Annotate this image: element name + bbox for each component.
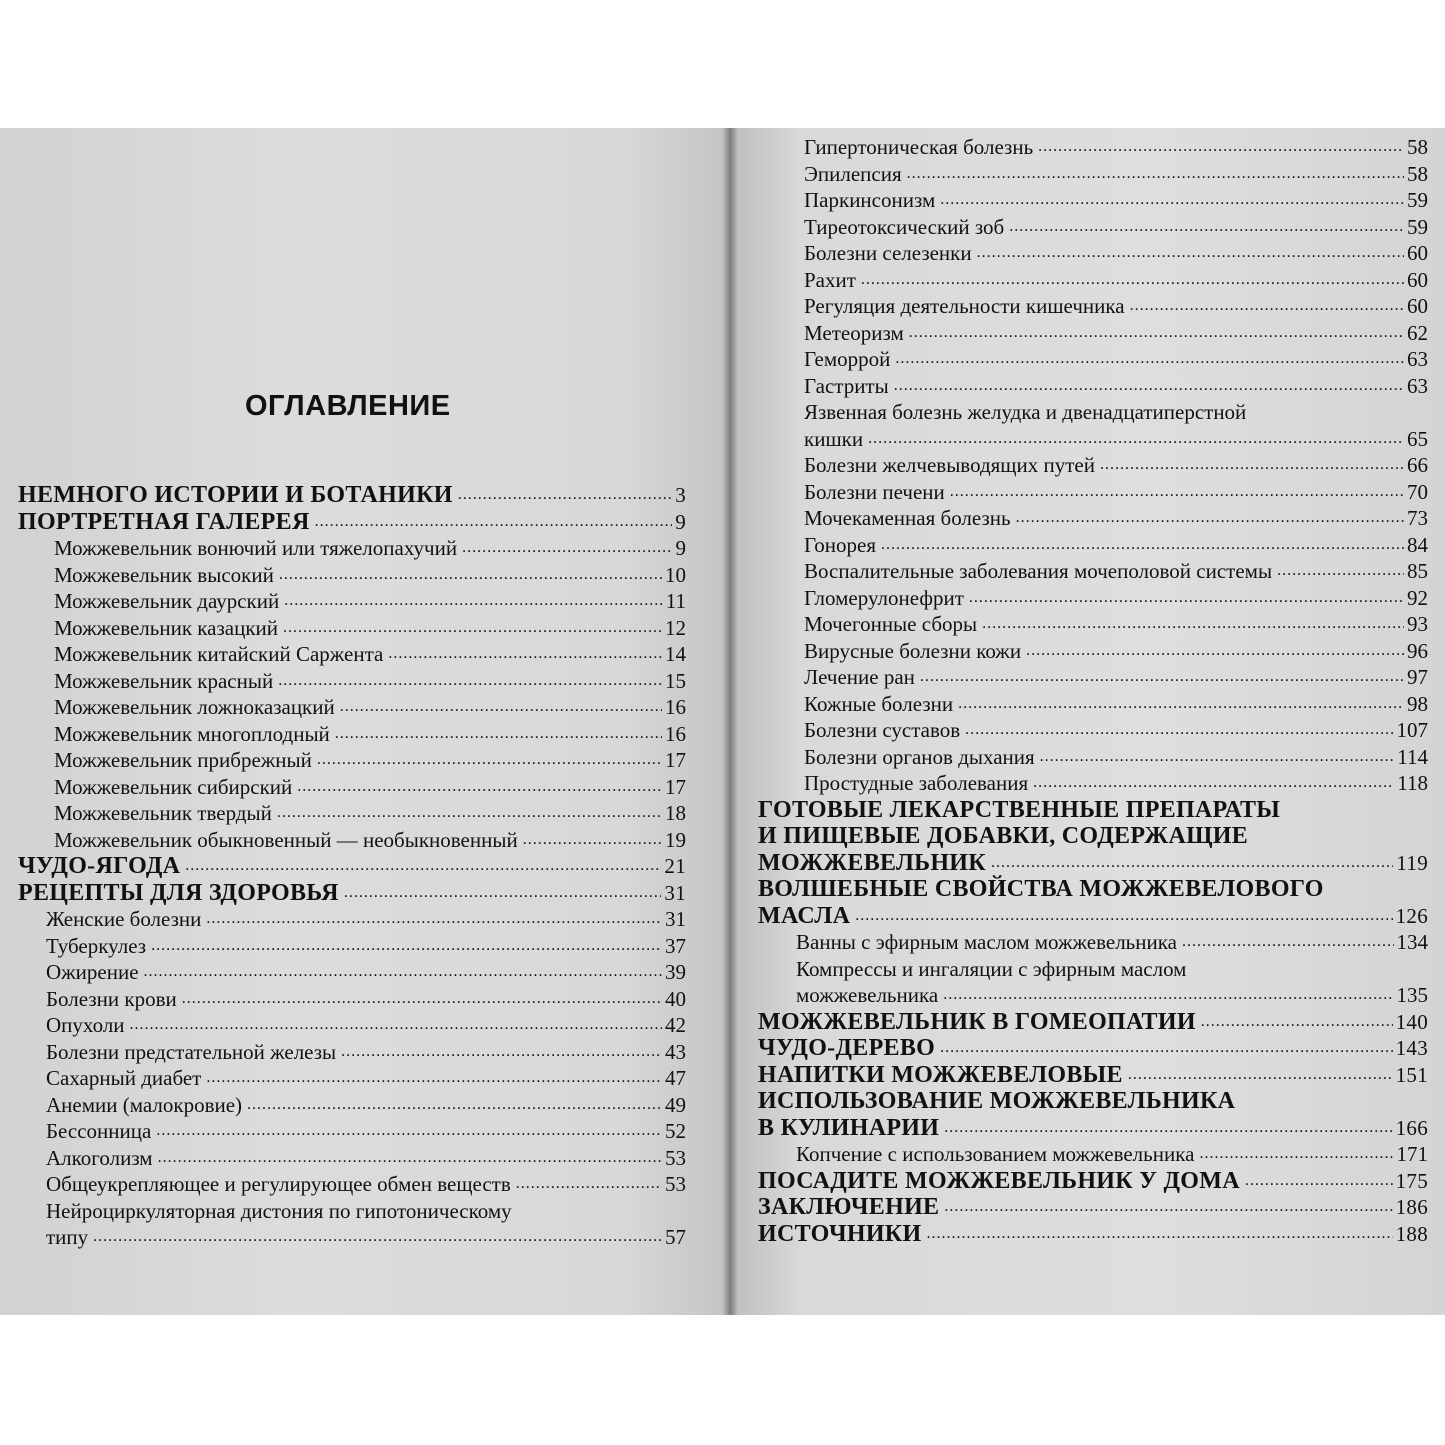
right-page (730, 128, 1445, 1315)
toc-entry-title-line: ИСПОЛЬЗОВАНИЕ МОЖЖЕВЕЛЬНИКА (758, 1088, 1236, 1114)
toc-section-entry[interactable] (758, 1035, 1428, 1062)
toc-entry-title: Женские болезни (46, 907, 202, 931)
page-number: 97 (1407, 665, 1428, 689)
toc-entry-title: МОЖЖЕВЕЛЬНИК В ГОМЕОПАТИИ (758, 1008, 1196, 1035)
page-number: 119 (1396, 850, 1428, 875)
page-number: 63 (1407, 373, 1428, 398)
toc-entry-title: Гастриты (804, 373, 889, 398)
toc-subentry[interactable] (758, 638, 1428, 665)
toc-subentry[interactable] (18, 1171, 686, 1198)
dot-leader (920, 664, 1404, 691)
dot-leader (278, 668, 662, 695)
toc-entry-title-line: ГОТОВЫЕ ЛЕКАРСТВЕННЫЕ ПРЕПАРАТЫ (758, 796, 1281, 823)
page-number: 59 (1407, 188, 1428, 212)
dot-leader (144, 959, 662, 986)
toc-entry-title: Можжевельник прибрежный (54, 748, 312, 772)
toc-subentry[interactable] (18, 668, 686, 695)
page-number: 57 (665, 1225, 686, 1249)
toc-entry-title-line: Язвенная болезнь желудка и двенадцатиперстной (804, 400, 1247, 424)
toc-subentry[interactable] (18, 588, 686, 615)
toc-entry-title: Регуляция деятельности кишечника (804, 294, 1125, 318)
toc-subentry[interactable] (758, 452, 1428, 479)
page-number: 126 (1395, 903, 1428, 928)
toc-entry-title: Можжевельник многоплодный (54, 721, 330, 746)
toc-subentry[interactable] (758, 770, 1428, 797)
toc-entry-title: Можжевельник высокий (54, 562, 274, 587)
page-number: 16 (665, 721, 686, 746)
dot-leader (1199, 1141, 1393, 1168)
toc-subentry[interactable] (18, 615, 686, 642)
dot-leader (206, 906, 662, 933)
toc-subentry[interactable] (758, 479, 1428, 506)
toc-section-entry[interactable] (758, 903, 1428, 930)
page-number: 60 (1407, 294, 1428, 318)
toc-subentry[interactable] (758, 744, 1428, 771)
dot-leader (940, 1035, 1392, 1062)
toc-entry-title: Эпилепсия (804, 161, 902, 186)
dot-leader (317, 747, 662, 774)
toc-subentry[interactable] (18, 1145, 686, 1172)
toc-subentry[interactable] (18, 800, 686, 827)
dot-leader (458, 482, 672, 509)
toc-entry-title: Кожные болезни (804, 691, 954, 716)
toc-entry-title: МАСЛА (758, 902, 851, 929)
dot-leader (1128, 1062, 1393, 1089)
toc-entry-title: Можжевельник китайский Саржента (54, 642, 384, 666)
page-number: 114 (1397, 744, 1428, 769)
dot-leader (1100, 452, 1404, 479)
page-number: 21 (664, 854, 686, 878)
dot-leader (861, 267, 1404, 294)
page-number: 10 (665, 562, 686, 587)
dot-leader (151, 933, 662, 960)
toc-subentry[interactable] (758, 267, 1428, 294)
page-number: 65 (1407, 426, 1428, 451)
page-number: 12 (665, 615, 686, 640)
toc-entry-title: Можжевельник казацкий (54, 615, 279, 640)
toc-entry-title: МОЖЖЕВЕЛЬНИК (758, 849, 986, 876)
dot-leader (158, 1145, 662, 1172)
page-number: 134 (1396, 930, 1428, 954)
page-number: 31 (665, 907, 686, 931)
toc-entry-title: Воспалительные заболевания мочеполовой системы (804, 559, 1273, 583)
page-number: 85 (1407, 559, 1428, 583)
page-number: 15 (665, 668, 686, 693)
dot-leader (315, 509, 673, 536)
toc-entry-title: В КУЛИНАРИИ (758, 1114, 940, 1141)
toc-subentry[interactable] (758, 214, 1428, 241)
toc-subentry[interactable] (18, 535, 686, 562)
dot-leader (388, 641, 662, 668)
toc-subentry[interactable] (18, 694, 686, 721)
page-number: 42 (665, 1013, 686, 1037)
page-number: 18 (665, 801, 686, 825)
page-number: 186 (1395, 1195, 1428, 1219)
page-number: 166 (1395, 1115, 1428, 1140)
page-number: 19 (665, 827, 686, 852)
toc-subentry[interactable] (18, 959, 686, 986)
toc-subentry[interactable] (758, 717, 1428, 744)
toc-entry-title: Простудные заболевания (804, 771, 1029, 795)
toc-entry-title-line: И ПИЩЕВЫЕ ДОБАВКИ, СОДЕРЖАЩИЕ (758, 823, 1249, 849)
page-number: 37 (665, 933, 686, 958)
toc-subentry[interactable] (758, 532, 1428, 559)
page-number: 39 (665, 960, 686, 984)
toc-entry-title: ПОРТРЕТНАЯ ГАЛЕРЕЯ (18, 508, 310, 535)
toc-section-entry[interactable] (18, 853, 686, 880)
dot-leader (523, 827, 662, 854)
page-number: 60 (1407, 241, 1428, 265)
toc-entry-title: Можжевельник сибирский (54, 774, 293, 799)
page-number: 98 (1407, 691, 1428, 716)
toc-entry-title: ЗАКЛЮЧЕНИЕ (758, 1194, 940, 1220)
page-number: 151 (1395, 1062, 1428, 1087)
page-number: 52 (665, 1119, 686, 1143)
toc-entry-title: Можжевельник вонючий или тяжелопахучий (54, 536, 458, 560)
toc-entry-title-line: ВОЛШЕБНЫЕ СВОЙСТВА МОЖЖЕВЕЛОВОГО (758, 876, 1324, 902)
toc-entry-title: ЧУДО-ДЕРЕВО (758, 1035, 936, 1061)
toc-entry-title: Можжевельник обыкновенный — необыкновенный (54, 827, 518, 852)
toc-entry-title: Болезни селезенки (804, 241, 972, 265)
toc-entry-title: Мочекаменная болезнь (804, 506, 1011, 530)
book-gutter (722, 128, 738, 1315)
toc-subentry[interactable] (758, 426, 1428, 453)
toc-subentry[interactable] (758, 505, 1428, 532)
toc-subentry[interactable] (758, 664, 1428, 691)
page-number: 66 (1407, 453, 1428, 477)
bleed-through-text (20, 136, 700, 264)
toc-subentry[interactable] (18, 1012, 686, 1039)
toc-entry-title: Гломерулонефрит (804, 585, 964, 610)
dot-leader (1201, 1009, 1393, 1036)
page-number: 31 (664, 880, 686, 905)
toc-entry-title: Можжевельник ложноказацкий (54, 695, 335, 719)
dot-leader (1009, 214, 1404, 241)
dot-leader (895, 346, 1404, 373)
toc-section-entry[interactable] (18, 880, 686, 907)
page-number: 17 (665, 774, 686, 799)
dot-leader (1245, 1168, 1393, 1195)
toc-subentry[interactable] (758, 929, 1428, 956)
page-number: 9 (675, 509, 686, 534)
page-number: 47 (665, 1066, 686, 1090)
toc-entry-title: НЕМНОГО ИСТОРИИ И БОТАНИКИ (18, 482, 453, 508)
toc-entry-title: Болезни печени (804, 479, 945, 504)
toc-section-entry[interactable] (758, 1009, 1428, 1036)
dot-leader (340, 694, 662, 721)
dot-leader (940, 187, 1404, 214)
toc-subentry[interactable] (18, 774, 686, 801)
dot-leader (462, 535, 672, 562)
dot-leader (855, 903, 1392, 930)
page-number: 84 (1407, 532, 1428, 557)
dot-leader (206, 1065, 662, 1092)
dot-leader (943, 982, 1393, 1009)
toc-entry-title-line: Компрессы и ингаляции с эфирным маслом (796, 956, 1187, 981)
page-number: 53 (665, 1172, 686, 1196)
toc-entry-title: Болезни желчевыводящих путей (804, 453, 1095, 477)
page-number: 58 (1407, 161, 1428, 186)
toc-entry-title: Рахит (804, 267, 856, 292)
page-number: 53 (665, 1145, 686, 1170)
dot-leader (944, 1194, 1392, 1221)
toc-subentry[interactable] (18, 641, 686, 668)
toc-entry-title: Мочегонные сборы (804, 612, 978, 636)
dot-leader (977, 240, 1404, 267)
toc-subentry[interactable] (758, 585, 1428, 612)
page-number: 14 (665, 642, 686, 666)
toc-subentry[interactable] (758, 373, 1428, 400)
page-number: 143 (1395, 1036, 1428, 1060)
toc-entry-title: Болезни органов дыхания (804, 744, 1035, 769)
dot-leader (247, 1092, 662, 1119)
toc-entry-title: можжевельника (796, 983, 939, 1007)
dot-leader (1026, 638, 1404, 665)
toc-section-entry[interactable] (758, 1194, 1428, 1221)
toc-entry-title: Паркинсонизм (804, 188, 936, 212)
page-number: 49 (665, 1092, 686, 1117)
toc-entry-title-line: Нейроциркуляторная дистония по гипотоническому (46, 1198, 512, 1223)
toc-entry-title: Вирусные болезни кожи (804, 638, 1022, 663)
dot-leader (982, 611, 1404, 638)
toc-entry-title: РЕЦЕПТЫ ДЛЯ ЗДОРОВЬЯ (18, 879, 339, 906)
page-number: 59 (1407, 214, 1428, 239)
page-number: 11 (665, 589, 686, 613)
toc-subentry[interactable] (18, 986, 686, 1013)
toc-subentry[interactable] (18, 1039, 686, 1066)
page-number: 93 (1407, 612, 1428, 636)
toc-entry-title: Гипертоническая болезнь (804, 135, 1034, 159)
toc-section-entry[interactable] (758, 1168, 1428, 1195)
toc-entry-title: кишки (804, 426, 864, 451)
dot-leader (284, 588, 663, 615)
toc-entry-title: Ожирение (46, 960, 139, 984)
toc-subentry[interactable] (18, 906, 686, 933)
dot-leader (93, 1224, 662, 1251)
toc-subentry[interactable] (18, 933, 686, 960)
book-spread (0, 128, 1445, 1315)
dot-leader (965, 717, 1393, 744)
toc-entry-title: Болезни суставов (804, 718, 961, 742)
dot-leader (297, 774, 662, 801)
dot-leader (991, 850, 1393, 877)
toc-subentry[interactable] (758, 134, 1428, 161)
toc-entry-title: НАПИТКИ МОЖЖЕВЕЛОВЫЕ (758, 1061, 1123, 1088)
toc-subentry[interactable] (18, 1224, 686, 1251)
toc-entry-title: Лечение ран (804, 665, 915, 689)
page-number: 70 (1407, 479, 1428, 504)
toc-subentry[interactable] (758, 320, 1428, 347)
page-number: 62 (1407, 320, 1428, 345)
toc-subentry[interactable] (758, 346, 1428, 373)
toc-entry-title: Бессонница (46, 1119, 152, 1143)
dot-leader (894, 373, 1404, 400)
toc-entry-title: Болезни предстательной железы (46, 1039, 337, 1064)
page-number: 3 (675, 483, 686, 507)
toc-section-entry[interactable] (18, 509, 686, 536)
toc-entry-title: Болезни крови (46, 986, 177, 1011)
dot-leader (185, 853, 661, 880)
dot-leader (950, 479, 1404, 506)
toc-subentry[interactable] (18, 1065, 686, 1092)
toc-entry-title: Туберкулез (46, 933, 147, 958)
dot-leader (1040, 744, 1395, 771)
toc-subentry[interactable] (18, 1092, 686, 1119)
dot-leader (969, 585, 1404, 612)
dot-leader (344, 880, 662, 907)
dot-leader (1038, 134, 1404, 161)
toc-left-column (18, 482, 686, 1251)
dot-leader (958, 691, 1404, 718)
toc-entry-title: Сахарный диабет (46, 1066, 202, 1090)
toc-entry-title: ПОСАДИТЕ МОЖЖЕВЕЛЬНИК У ДОМА (758, 1167, 1240, 1194)
page-number: 140 (1395, 1009, 1428, 1034)
toc-subentry[interactable] (758, 1141, 1428, 1168)
page-number: 135 (1396, 983, 1428, 1007)
toc-entry-title: типу (46, 1225, 89, 1249)
dot-leader (1016, 505, 1404, 532)
page-number: 9 (675, 536, 686, 560)
page-number: 16 (665, 695, 686, 719)
page-number: 96 (1407, 638, 1428, 663)
page-number: 188 (1395, 1221, 1428, 1246)
dot-leader (868, 426, 1404, 453)
page-number: 60 (1407, 267, 1428, 292)
page-number: 107 (1396, 718, 1428, 742)
toc-section-entry[interactable] (758, 1062, 1428, 1089)
dot-leader (1130, 293, 1404, 320)
dot-leader (926, 1221, 1392, 1248)
toc-entry-title: Можжевельник даурский (54, 589, 280, 613)
page-number: 171 (1396, 1142, 1428, 1166)
toc-subentry[interactable] (758, 240, 1428, 267)
toc-subentry[interactable] (758, 187, 1428, 214)
dot-leader (1277, 558, 1404, 585)
dot-leader (279, 562, 662, 589)
toc-entry-title: ЧУДО-ЯГОДА (18, 853, 181, 879)
toc-section-entry[interactable] (758, 1221, 1428, 1248)
dot-leader (907, 161, 1404, 188)
toc-entry-title: Можжевельник твердый (54, 801, 272, 825)
toc-entry-title: Копчение с использованием можжевельника (796, 1142, 1195, 1166)
dot-leader (335, 721, 662, 748)
toc-entry-title: Геморрой (804, 347, 891, 371)
page-number: 63 (1407, 347, 1428, 371)
toc-entry-title: Общеукрепляющее и регулирующее обмен веществ (46, 1172, 511, 1196)
toc-subentry[interactable] (758, 558, 1428, 585)
page-number: 118 (1397, 771, 1428, 795)
toc-right-column (758, 134, 1428, 1247)
toc-subentry[interactable] (758, 293, 1428, 320)
dot-leader (341, 1039, 662, 1066)
dot-leader (516, 1171, 662, 1198)
dot-leader (881, 532, 1404, 559)
toc-heading: ОГЛАВЛЕНИЕ (245, 390, 451, 422)
dot-leader (1182, 929, 1394, 956)
left-page (0, 128, 730, 1315)
dot-leader (944, 1115, 1392, 1142)
dot-leader (909, 320, 1404, 347)
page-number: 92 (1407, 585, 1428, 610)
toc-subentry[interactable] (758, 161, 1428, 188)
toc-entry-title: Тиреотоксический зоб (804, 214, 1005, 239)
toc-subentry[interactable] (18, 1118, 686, 1145)
dot-leader (277, 800, 662, 827)
toc-section-entry[interactable] (18, 482, 686, 509)
toc-entry-title: Гонорея (804, 532, 877, 557)
dot-leader (182, 986, 662, 1013)
dot-leader (130, 1012, 662, 1039)
page-number: 40 (665, 986, 686, 1011)
dot-leader (283, 615, 662, 642)
page-number: 43 (665, 1039, 686, 1064)
toc-subentry[interactable] (758, 691, 1428, 718)
toc-subentry[interactable] (18, 562, 686, 589)
toc-entry-title: Анемии (малокровие) (46, 1092, 243, 1117)
page-number: 175 (1395, 1168, 1428, 1193)
toc-entry-title: Можжевельник красный (54, 668, 274, 693)
toc-subentry[interactable] (18, 721, 686, 748)
dot-leader (156, 1118, 662, 1145)
page-number: 58 (1407, 135, 1428, 159)
toc-section-entry[interactable] (758, 1115, 1428, 1142)
toc-entry-title: Алкоголизм (46, 1145, 153, 1170)
toc-entry-title: Опухоли (46, 1013, 125, 1037)
toc-subentry[interactable] (18, 747, 686, 774)
page-number: 73 (1407, 506, 1428, 530)
toc-entry-title: Метеоризм (804, 320, 904, 345)
page-number: 17 (665, 748, 686, 772)
toc-subentry[interactable] (758, 611, 1428, 638)
dot-leader (1033, 770, 1394, 797)
toc-entry-title: ИСТОЧНИКИ (758, 1220, 922, 1247)
toc-section-entry[interactable] (758, 850, 1428, 877)
toc-subentry[interactable] (18, 827, 686, 854)
toc-subentry[interactable] (758, 982, 1428, 1009)
toc-entry-title: Ванны с эфирным маслом можжевельника (796, 930, 1177, 954)
